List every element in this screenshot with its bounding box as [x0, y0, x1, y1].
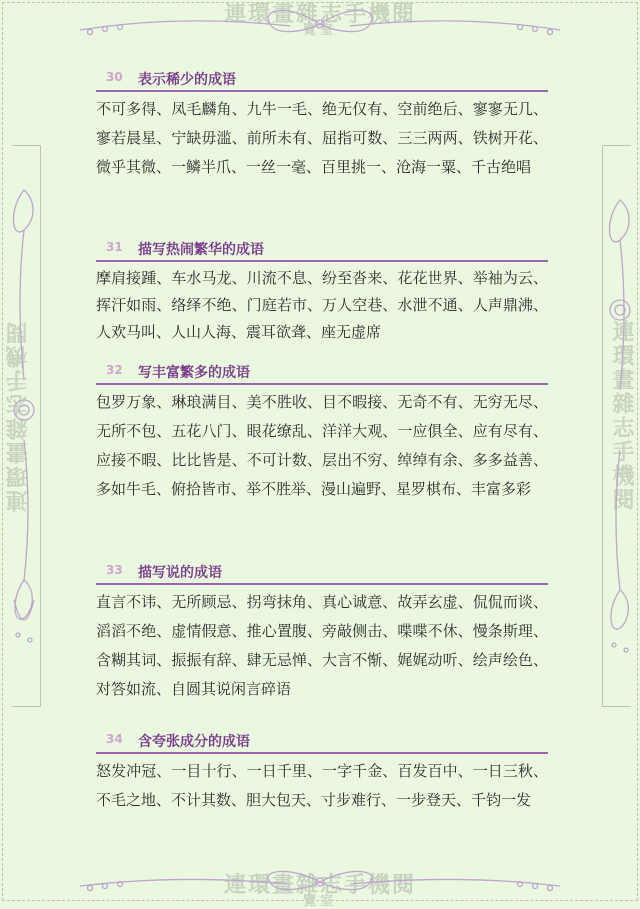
top-bow-ornament — [60, 2, 580, 42]
section-33 — [96, 557, 548, 704]
watermark-line2-bottom: 覽室 — [302, 894, 337, 909]
section-31 — [96, 234, 548, 346]
section-title: 描写热闹繁华的成语 — [138, 242, 264, 258]
section-34 — [96, 726, 548, 815]
section-number: 32 — [106, 363, 123, 377]
bottom-bow-ornament — [60, 866, 580, 900]
section-header — [96, 234, 548, 262]
section-body: 摩肩接踵、车水马龙、川流不息、纷至沓来、花花世界、举袖为云、挥汗如雨、络绎不绝、门庭若市、万人空巷、水泄不通、人声鼎沸、人欢马叫、人山人海、震耳欲聋、座无虚席 — [96, 269, 548, 341]
left-side-ornament — [6, 180, 42, 650]
section-number: 31 — [106, 240, 123, 254]
section-body: 怒发冲冠、一目十行、一日千里、一字千金、百发百中、一日三秋、不毛之地、不计其数、胆大包天、寸步难行、一步登天、千钧一发 — [96, 762, 548, 809]
watermark-line1: 連環畫雜志手機閱 — [223, 2, 416, 27]
section-body: 不可多得、凤毛麟角、九牛一毛、绝无仅有、空前绝后、寥寥无几、寥若晨星、宁缺毋滥、前所未有、屈指可数、三三两两、铁树开花、微乎其微、一鳞半爪、一丝一毫、百里挑一、沧海一粟、千古绝唱 — [96, 100, 548, 176]
left-watermark-text: 連環畫雜志手機閱 — [6, 320, 31, 512]
section-number: 30 — [106, 70, 123, 84]
section-header — [96, 557, 548, 585]
right-side-ornament — [602, 190, 638, 660]
section-header — [96, 726, 548, 754]
section-header — [96, 64, 548, 92]
watermark-line1-bottom: 連環畫雜志手機閱 — [223, 873, 416, 898]
section-header — [96, 357, 548, 385]
section-32 — [96, 357, 548, 504]
section-body: 包罗万象、琳琅满目、美不胜收、目不暇接、无奇不有、无穷无尽、无所不包、五花八门、眼花缭乱、洋洋大观、一应俱全、应有尽有、应接不暇、比比皆是、不可计数、层出不穷、绰绰有余、多多益善、多如牛毛、俯拾皆市、举不胜举、漫山遍野、星罗棋布、丰富多彩 — [96, 393, 548, 498]
section-body: 直言不讳、无所顾忌、拐弯抹角、真心诚意、故弄玄虚、侃侃而谈、滔滔不绝、虚情假意、推心置腹、旁敲侧击、喋喋不休、慢条斯理、含糊其词、振振有辞、肆无忌惮、大言不惭、娓娓动听、绘声绘色、对答如流、自圆其说闲言碎语 — [96, 593, 548, 698]
section-title: 描写说的成语 — [138, 565, 222, 581]
section-number: 33 — [106, 563, 123, 577]
section-number: 34 — [106, 732, 123, 746]
section-title: 写丰富繁多的成语 — [138, 365, 250, 381]
watermark-line2: 覽室 — [302, 23, 337, 38]
section-title: 表示稀少的成语 — [138, 72, 236, 88]
right-watermark-text: 連環畫雜志手機閱 — [609, 320, 634, 512]
section-title: 含夸张成分的成语 — [138, 734, 250, 750]
section-30 — [96, 64, 548, 182]
